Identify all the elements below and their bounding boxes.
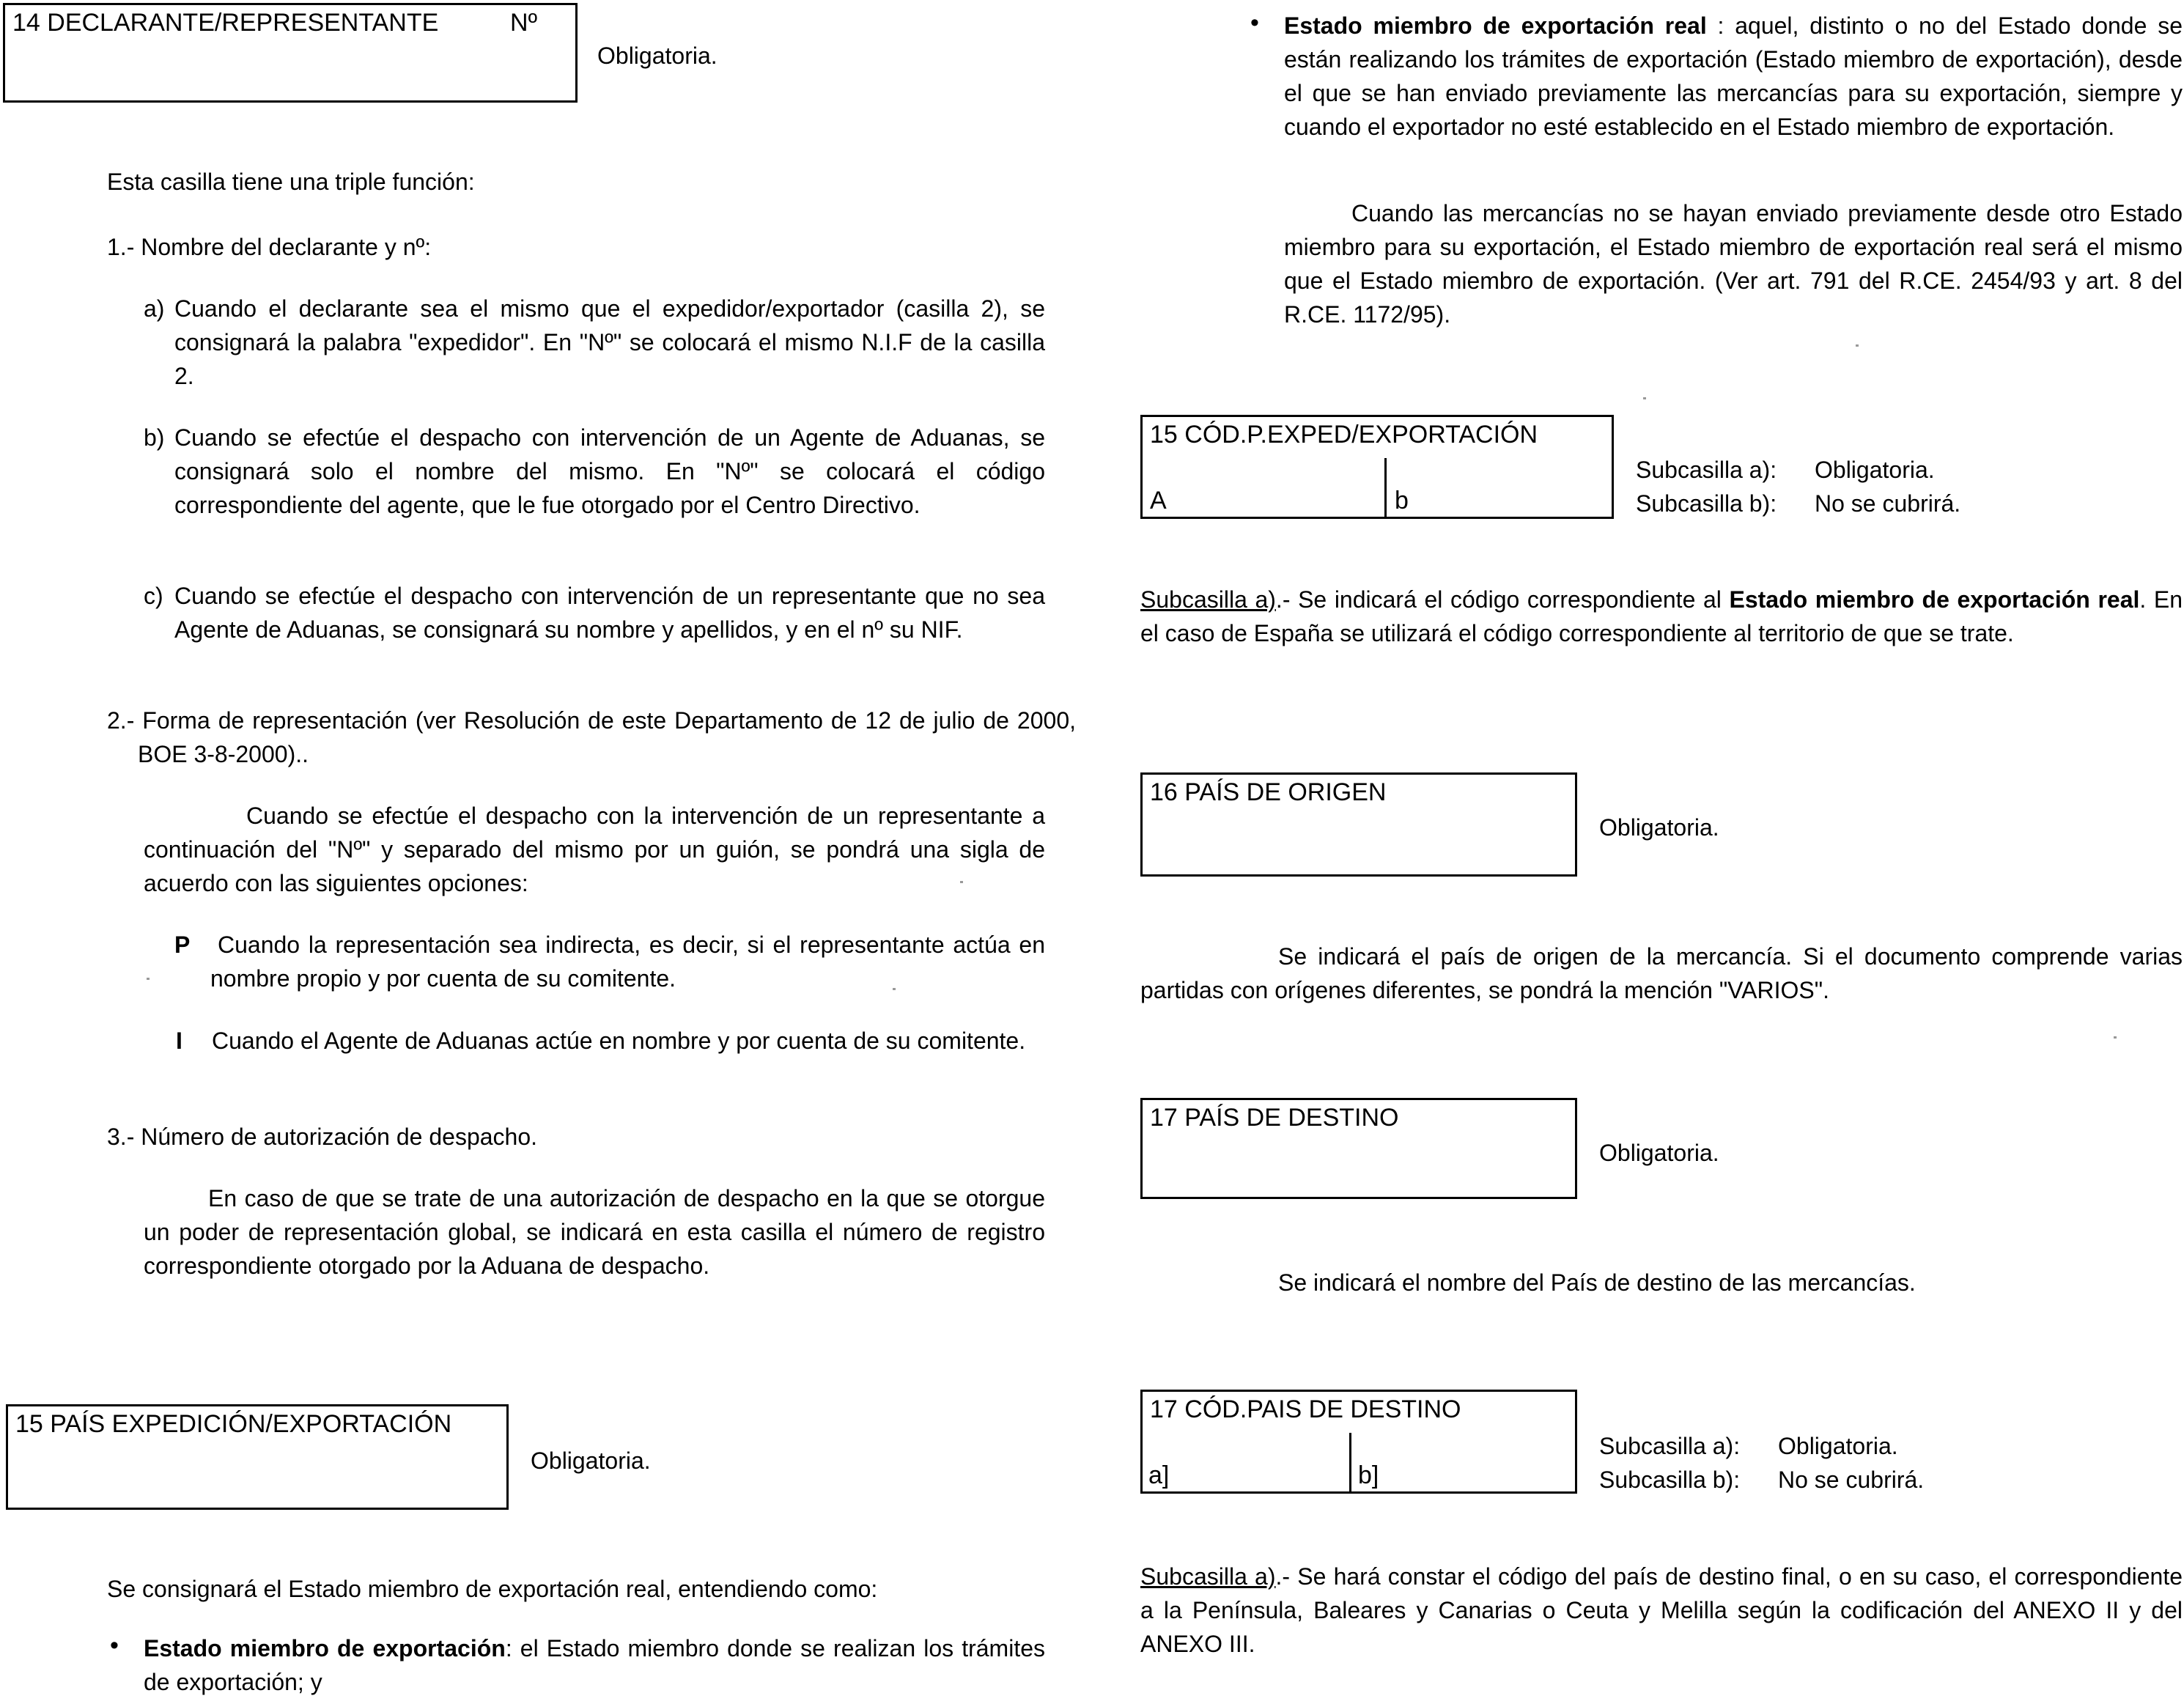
scan-speck xyxy=(1856,344,1859,347)
box-17b-sb-key: Subcasilla b): xyxy=(1599,1467,1741,1493)
box-17b-sub-a: a] xyxy=(1148,1461,1170,1489)
bullet-2-bold: Estado miembro de exportación real xyxy=(1284,12,1707,39)
item-1c-mark: c) xyxy=(144,583,163,609)
item-1a-text: Cuando el declarante sea el mismo que el expedidor/exportador (casilla 2), se consignará la palabra "expedidor". En "Nº" se colocará el mismo N.I.F de la casilla 2. xyxy=(174,295,1045,389)
scan-speck xyxy=(147,978,150,980)
item-3-heading: 3.- Número de autorización de despacho. xyxy=(107,1124,538,1150)
box-17b-sb-val: No se cubrirá. xyxy=(1778,1467,1925,1493)
box-17b-sa-val: Obligatoria. xyxy=(1778,1433,1898,1459)
box-15b-sb-val: No se cubrirá. xyxy=(1815,490,1961,517)
box-16-pais-origen xyxy=(1140,772,1577,877)
box-14-title: 14 DECLARANTE/REPRESENTANTE xyxy=(12,9,439,37)
box-16-title: 16 PAÍS DE ORIGEN xyxy=(1150,778,1387,806)
box-14-note: Obligatoria. xyxy=(597,43,717,69)
option-p-mark: P xyxy=(174,932,191,958)
box-15-pais-expedicion xyxy=(6,1404,509,1510)
scan-speck xyxy=(2114,1036,2117,1039)
box-17b-title: 17 CÓD.PAIS DE DESTINO xyxy=(1150,1395,1461,1423)
s-15-text-1: .- Se indicará el código correspondiente al xyxy=(1275,586,1730,613)
bullet-2-text xyxy=(1284,9,2183,144)
p-17-text: Se indicará el nombre del País de destino de las mercancías. xyxy=(1278,1269,1916,1296)
box-15b-sb-key: Subcasilla b): xyxy=(1636,490,1777,517)
item-1-heading: 1.- Nombre del declarante y nº: xyxy=(107,234,432,260)
scan-speck xyxy=(1643,397,1646,399)
s-17-text: .- Se hará constar el código del país de destino final, o en su caso, el correspondiente a la Península, Baleares y Canarias o Ceuta y Melilla según la codificación del ANEXO II y del ANEXO III. xyxy=(1140,1563,2183,1657)
box-17b-subcasillas xyxy=(1599,1429,1924,1497)
s-15-text-2: . En el caso de España se utilizará el código correspondiente al territorio de que se trate. xyxy=(1140,586,2183,646)
bullet-1-rest: : el Estado miembro donde se realizan los trámites de exportación; y xyxy=(144,1635,1046,1695)
box-17-pais-destino xyxy=(1140,1098,1577,1199)
option-i-mark: I xyxy=(176,1028,182,1054)
s-17-paragraph xyxy=(1140,1560,2183,1661)
p-16-paragraph: Se indicará el país de origen de la mercancía. Si el documento comprende varias partidas con orígenes diferentes, se pondrá la mención "VARIOS". xyxy=(1140,943,2183,1003)
s-15-paragraph xyxy=(1140,583,2183,650)
s-17-lead: Subcasilla a) xyxy=(1140,1563,1276,1590)
box-15-cod-exportacion xyxy=(1140,415,1614,519)
s-15-bold: Estado miembro de exportación real xyxy=(1729,586,2140,613)
item-1a-mark: a) xyxy=(144,295,165,322)
option-i-text: Cuando el Agente de Aduanas actúe en nombre y por cuenta de su comitente. xyxy=(212,1028,1026,1054)
item-2-paragraph: Cuando se efectúe el despacho con la intervención de un representante a continuación del "Nº" y separado del mismo por un guión, se pondrá una sigla de acuerdo con las siguientes opciones: xyxy=(144,803,1045,896)
box-15b-sa-val: Obligatoria. xyxy=(1815,457,1935,483)
bullet-icon: • xyxy=(110,1631,119,1659)
s-15-lead: Subcasilla a) xyxy=(1140,586,1276,613)
p-cuando: Cuando las mercancías no se hayan enviado previamente desde otro Estado miembro para su exportación, el Estado miembro de exportación real será el mismo que el Estado miembro de exportación. (Ver art. 791 del R.CE. 2454/93 y art. 8 del R.CE. 1172/95). xyxy=(1284,200,2183,328)
box-15-title: 15 PAÍS EXPEDICIÓN/EXPORTACIÓN xyxy=(15,1410,452,1438)
box-15b-title: 15 CÓD.P.EXPED/EXPORTACIÓN xyxy=(1150,421,1538,449)
option-p-text: Cuando la representación sea indirecta, es decir, si el representante actúa en nombre propio y por cuenta de su comitente. xyxy=(210,932,1045,992)
scan-speck xyxy=(960,881,963,883)
box-16-note: Obligatoria. xyxy=(1599,814,1719,841)
box-15b-sub-b: b xyxy=(1395,487,1409,514)
item-1c-text: Cuando se efectúe el despacho con intervención de un representante que no sea Agente de Aduanas, se consignará su nombre y apellidos, y en el nº su NIF. xyxy=(174,583,1045,643)
bullet-1-text xyxy=(144,1631,1045,1699)
box-14-number-label: Nº xyxy=(510,9,537,37)
scan-speck xyxy=(893,988,896,990)
bullet-2-rest: : aquel, distinto o no del Estado donde se están realizando los trámites de exportación (Estado miembro de exportación), desde el que se han enviado previamente las mercancías para su exportación, siempre y cuando el exportador no esté establecido en el Estado miembro de exportación. xyxy=(1284,12,2183,140)
box-14-declarante xyxy=(3,3,578,103)
box-17-title: 17 PAÍS DE DESTINO xyxy=(1150,1104,1399,1132)
box-17-note: Obligatoria. xyxy=(1599,1140,1719,1166)
box-17b-sa-key: Subcasilla a): xyxy=(1599,1433,1741,1459)
item-1b-mark: b) xyxy=(144,424,165,451)
box-15b-sa-key: Subcasilla a): xyxy=(1636,457,1777,483)
box-17-cod-pais-destino xyxy=(1140,1390,1577,1494)
box-15b-sub-a: A xyxy=(1150,487,1167,514)
bullet-icon: • xyxy=(1250,9,1259,37)
box-17b-sub-b: b] xyxy=(1358,1461,1379,1489)
intro-text: Esta casilla tiene una triple función: xyxy=(107,169,475,195)
item-2-heading: 2.- Forma de representación (ver Resolución de este Departamento de 12 de julio de 2000, BOE 3-8-2000).. xyxy=(107,707,1076,767)
item-1b-text: Cuando se efectúe el despacho con intervención de un Agente de Aduanas, se consignará solo el nombre del mismo. En "Nº" se colocará el código correspondiente del agente, que le fue otorgado por el Centro Directivo. xyxy=(174,424,1045,518)
p-15-text: Se consignará el Estado miembro de exportación real, entendiendo como: xyxy=(107,1576,878,1602)
bullet-1-bold: Estado miembro de exportación xyxy=(144,1635,506,1661)
item-3-paragraph: En caso de que se trate de una autorización de despacho en la que se otorgue un poder de representación global, se indicará en esta casilla el número de registro correspondiente otorgado por la Aduana de despacho. xyxy=(144,1185,1045,1279)
box-15b-subcasillas xyxy=(1636,453,1960,520)
box-15-note: Obligatoria. xyxy=(531,1447,651,1474)
